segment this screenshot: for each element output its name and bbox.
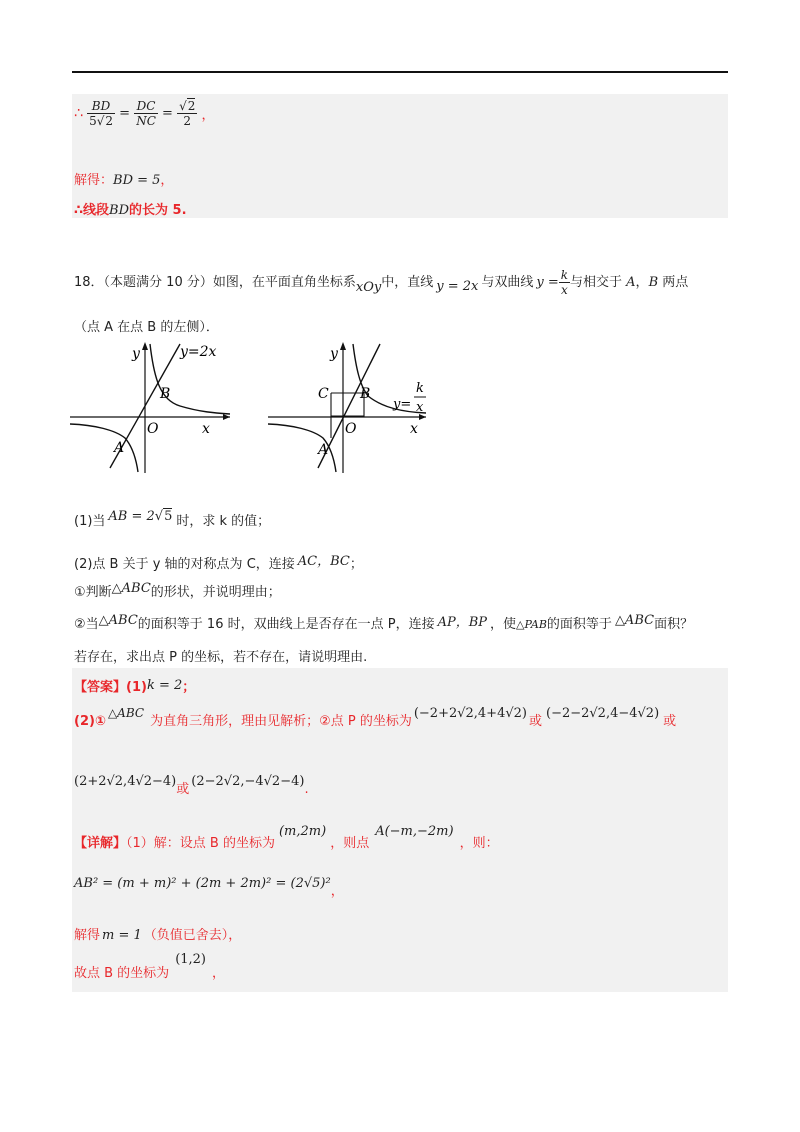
- label-hyp-x: x: [416, 400, 424, 415]
- question-2-3: 若存在，求出点 P 的坐标，若不存在，请说明理由.: [74, 650, 368, 665]
- label-y: y: [132, 346, 140, 362]
- detail-equation: AB² = (m + m)² + (2m + 2m)² = (2√5)²，: [74, 876, 344, 899]
- answer-line-2: (2)①△ABC为直角三角形，理由见解析；②点 P 的坐标为(−2+2√2,4+4√2)或(−2−2√2,4−4√2)或: [74, 706, 677, 729]
- question-1: (1)当 AB = 2√5 时，求 k 的值；: [74, 509, 271, 529]
- ratio-equation: ∴ $\frac{BD}{5√2}$ = $\frac{DC}{NC}$ = $\frac{√2}{2}$ ，: [74, 99, 215, 128]
- answer-line-1: 【答案】(1)k = 2；: [74, 678, 196, 695]
- hyperbola-branch-left: [70, 424, 138, 472]
- figure-left-graph: [70, 338, 240, 473]
- problem-statement-line2: （点 A 在点 B 的左侧）．: [74, 320, 219, 335]
- conclusion-line: ∴线段BD的长为 5.: [74, 203, 187, 218]
- detail-final: 故点 B 的坐标为(1,2)，: [74, 952, 226, 981]
- label-x: x: [202, 421, 210, 437]
- question-2-1: ①判断△ABC的形状，并说明理由；: [74, 581, 281, 600]
- solve-line: 解得：BD = 5，: [74, 173, 174, 188]
- label-x: x: [410, 421, 418, 437]
- detail-solve: 解得 m = 1 （负值已舍去），: [74, 928, 242, 943]
- detail-line-1: 【详解】（1）解：设点 B 的坐标为(m,2m)，则点A(−m,−2m)，则：: [74, 824, 499, 851]
- fraction-dc: $\frac{DC}{NC}$: [136, 99, 156, 128]
- answer-line-3: (2+2√2,4√2−4)或(2−2√2,−4√2−4).: [74, 774, 309, 797]
- label-a: A: [318, 442, 329, 458]
- label-line: y=2x: [180, 344, 217, 360]
- label-b: B: [160, 386, 171, 402]
- label-a: A: [114, 440, 125, 456]
- label-origin: O: [147, 421, 159, 437]
- label-b: B: [360, 386, 371, 402]
- label-y: y: [330, 346, 338, 362]
- fraction-root2: $\frac{√2}{2}$: [179, 99, 196, 128]
- problem-statement-line1: 18．（本题满分 10 分）如图，在平面直角坐标系xOy中，直线 y = 2x 与双曲线 y = $\frac{k}{x}$ 与相交于 A，B 两点: [74, 268, 689, 297]
- fraction-bd: $\frac{BD}{5√2}$: [89, 99, 113, 128]
- figure-right-graph: [268, 338, 438, 473]
- label-hyp-k: k: [416, 381, 424, 396]
- therefore-symbol: ∴: [74, 105, 83, 122]
- label-origin: O: [345, 421, 357, 437]
- header-rule: [72, 71, 728, 73]
- question-2: (2)点 B 关于 y 轴的对称点为 C，连接 AC，BC；: [74, 554, 363, 572]
- question-2-2: ②当△ABC的面积等于 16 时，双曲线上是否存在一点 P，连接 AP，BP ，使△PAB的面积等于 △ABC面积？: [74, 613, 694, 632]
- label-hyp-y: y=: [393, 397, 412, 412]
- label-c: C: [318, 386, 329, 402]
